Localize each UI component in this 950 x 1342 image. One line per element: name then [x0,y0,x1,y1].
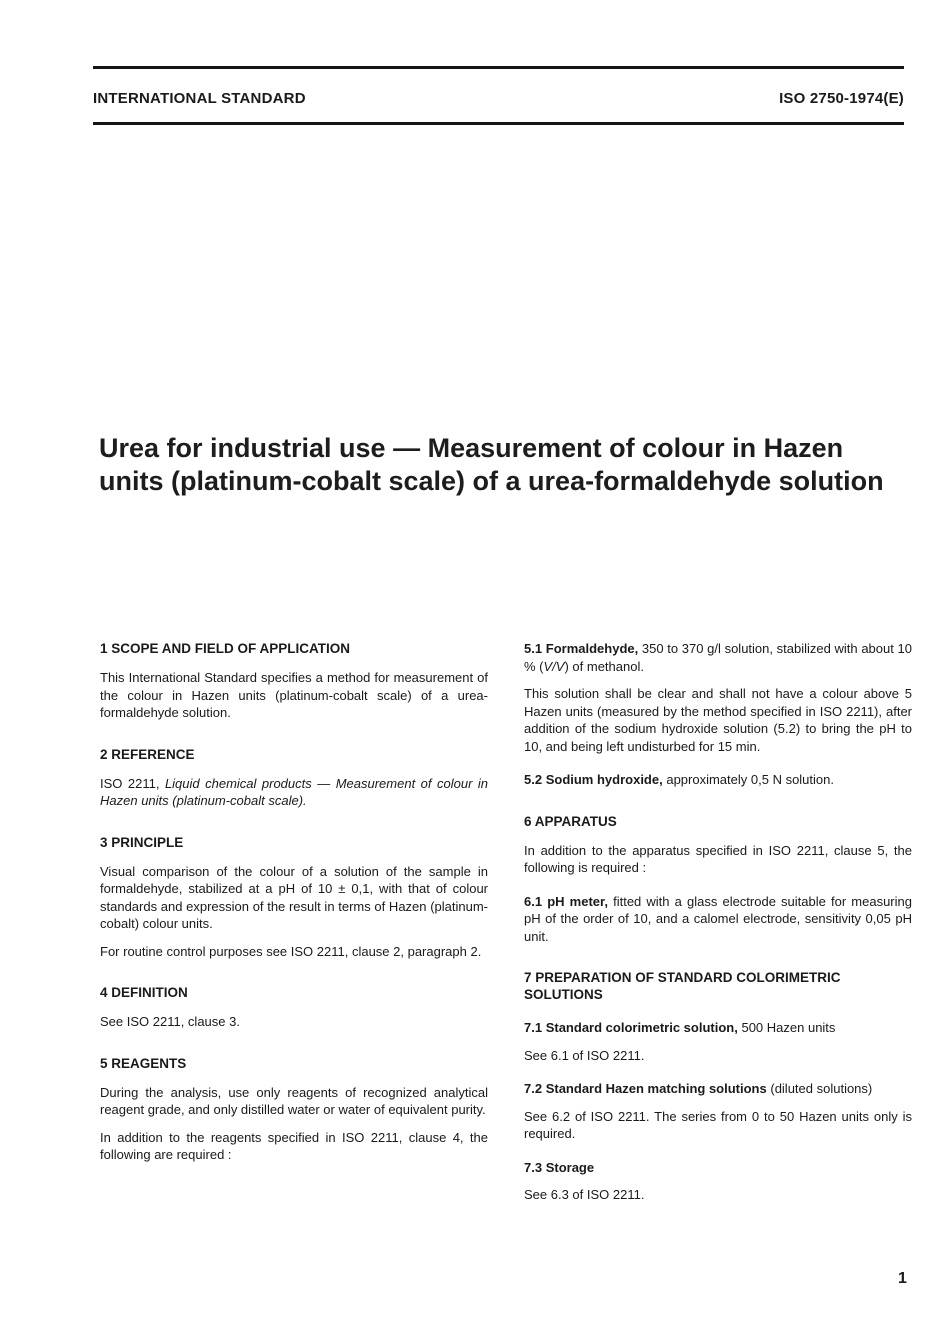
clause-7-2-number: 7.2 [524,1081,543,1096]
clause-7-3-number: 7.3 [524,1159,543,1175]
reference-title: Liquid chemical products — Measurement of colour in Hazen units (platinum-cobalt scale). [100,775,488,808]
standard-number: ISO 2750-1974(E) [779,90,904,107]
clause-7-2-text: (diluted solutions) [770,1081,873,1096]
clause-5-1-vv: V/V [543,658,565,674]
clause-7-2-paragraph: See 6.2 of ISO 2211. The series from 0 to 50 Hazen units only is required. [524,1108,912,1141]
clause-7-1 [524,1019,912,1037]
clause-7-1-text: 500 Hazen units [741,1020,836,1035]
clause-5-2 [524,771,912,789]
clause-7-3 [524,1159,912,1177]
section-3-text-1: Visual comparison of the colour of a solution of the sample in formaldehyde, stabilized at a pH of 10 ± 0,1, with that of colour standards and expression of the result in terms of Hazen (platinum-cobalt) colour units. [100,863,488,931]
page-number: 1 [898,1270,907,1287]
section-6-text: In addition to the apparatus specified in ISO 2211, clause 5, the following is required : [524,842,912,875]
section-3-heading: 3 PRINCIPLE [100,834,184,850]
left-column [100,640,488,1174]
section-5-text-2: In addition to the reagents specified in ISO 2211, clause 4, the following are required : [100,1129,488,1162]
clause-7-1-paragraph: See 6.1 of ISO 2211. [524,1047,645,1063]
clause-5-2-name: Sodium hydroxide, [545,772,663,787]
clause-6-1-name: pH meter, [547,893,608,909]
clause-5-1-text-b: ) of methanol. [564,658,644,674]
title-line-2: units (platinum-cobalt scale) of a urea-formaldehyde solution [99,466,884,496]
clause-6-1 [524,893,912,946]
document-type-label: INTERNATIONAL STANDARD [93,90,306,107]
right-column [524,640,912,1214]
section-1-text: This International Standard specifies a method for measurement of the colour in Hazen units (platinum-cobalt scale) of a urea-formaldehyde solution. [100,670,488,720]
clause-6-1-number: 6.1 [524,893,543,909]
section-5-heading: 5 REAGENTS [100,1055,187,1071]
reference-number: ISO 2211, [100,775,160,791]
section-3-text-2: For routine control purposes see ISO 2211, clause 2, paragraph 2. [100,943,482,959]
clause-7-2-name: Standard Hazen matching solutions [545,1081,767,1096]
clause-5-1-name: Formaldehyde, [545,641,639,656]
clause-5-2-text: approximately 0,5 N solution. [666,772,834,787]
document-title [99,432,919,498]
clause-7-3-name: Storage [545,1159,595,1175]
header-top-rule [93,66,904,69]
clause-5-2-number: 5.2 [524,772,543,787]
clause-5-1-text-a: 350 to 370 g/l solution, stabilized with about 10 % ( [524,641,912,674]
section-2-heading: 2 REFERENCE [100,746,195,762]
title-line-1: Urea for industrial use — Measurement of colour in Hazen [99,433,844,463]
clause-7-2 [524,1080,912,1098]
clause-7-1-name: Standard colorimetric solution, [545,1020,738,1035]
header-bottom-rule [93,122,904,125]
section-4-heading: 4 DEFINITION [100,985,188,1000]
section-6-heading: 6 APPARATUS [524,813,617,829]
section-7-heading: 7 PREPARATION OF STANDARD COLORIMETRIC SOLUTIONS [524,970,841,1002]
clause-6-1-text: fitted with a glass electrode suitable for measuring pH of the order of 10, and a calomel electrode, sensitivity 0,05 pH unit. [524,893,912,944]
section-4-text: See ISO 2211, clause 3. [100,1014,240,1029]
clause-7-1-number: 7.1 [524,1020,543,1035]
section-5-text-1: During the analysis, use only reagents of recognized analytical reagent grade, and only distilled water or water of equivalent purity. [100,1084,488,1117]
clause-5-1-paragraph: This solution shall be clear and shall not have a colour above 5 Hazen units (measured by the method specified in ISO 2211), after addition of the sodium hydroxide solution (5.2) to bring the pH to 10, and being left undisturbed for 15 min. [524,686,912,754]
section-2-text [100,775,488,810]
clause-5-1 [524,640,912,675]
clause-5-1-number: 5.1 [524,641,543,656]
section-1-heading: 1 SCOPE AND FIELD OF APPLICATION [100,641,351,656]
clause-7-3-paragraph: See 6.3 of ISO 2211. [524,1187,645,1202]
